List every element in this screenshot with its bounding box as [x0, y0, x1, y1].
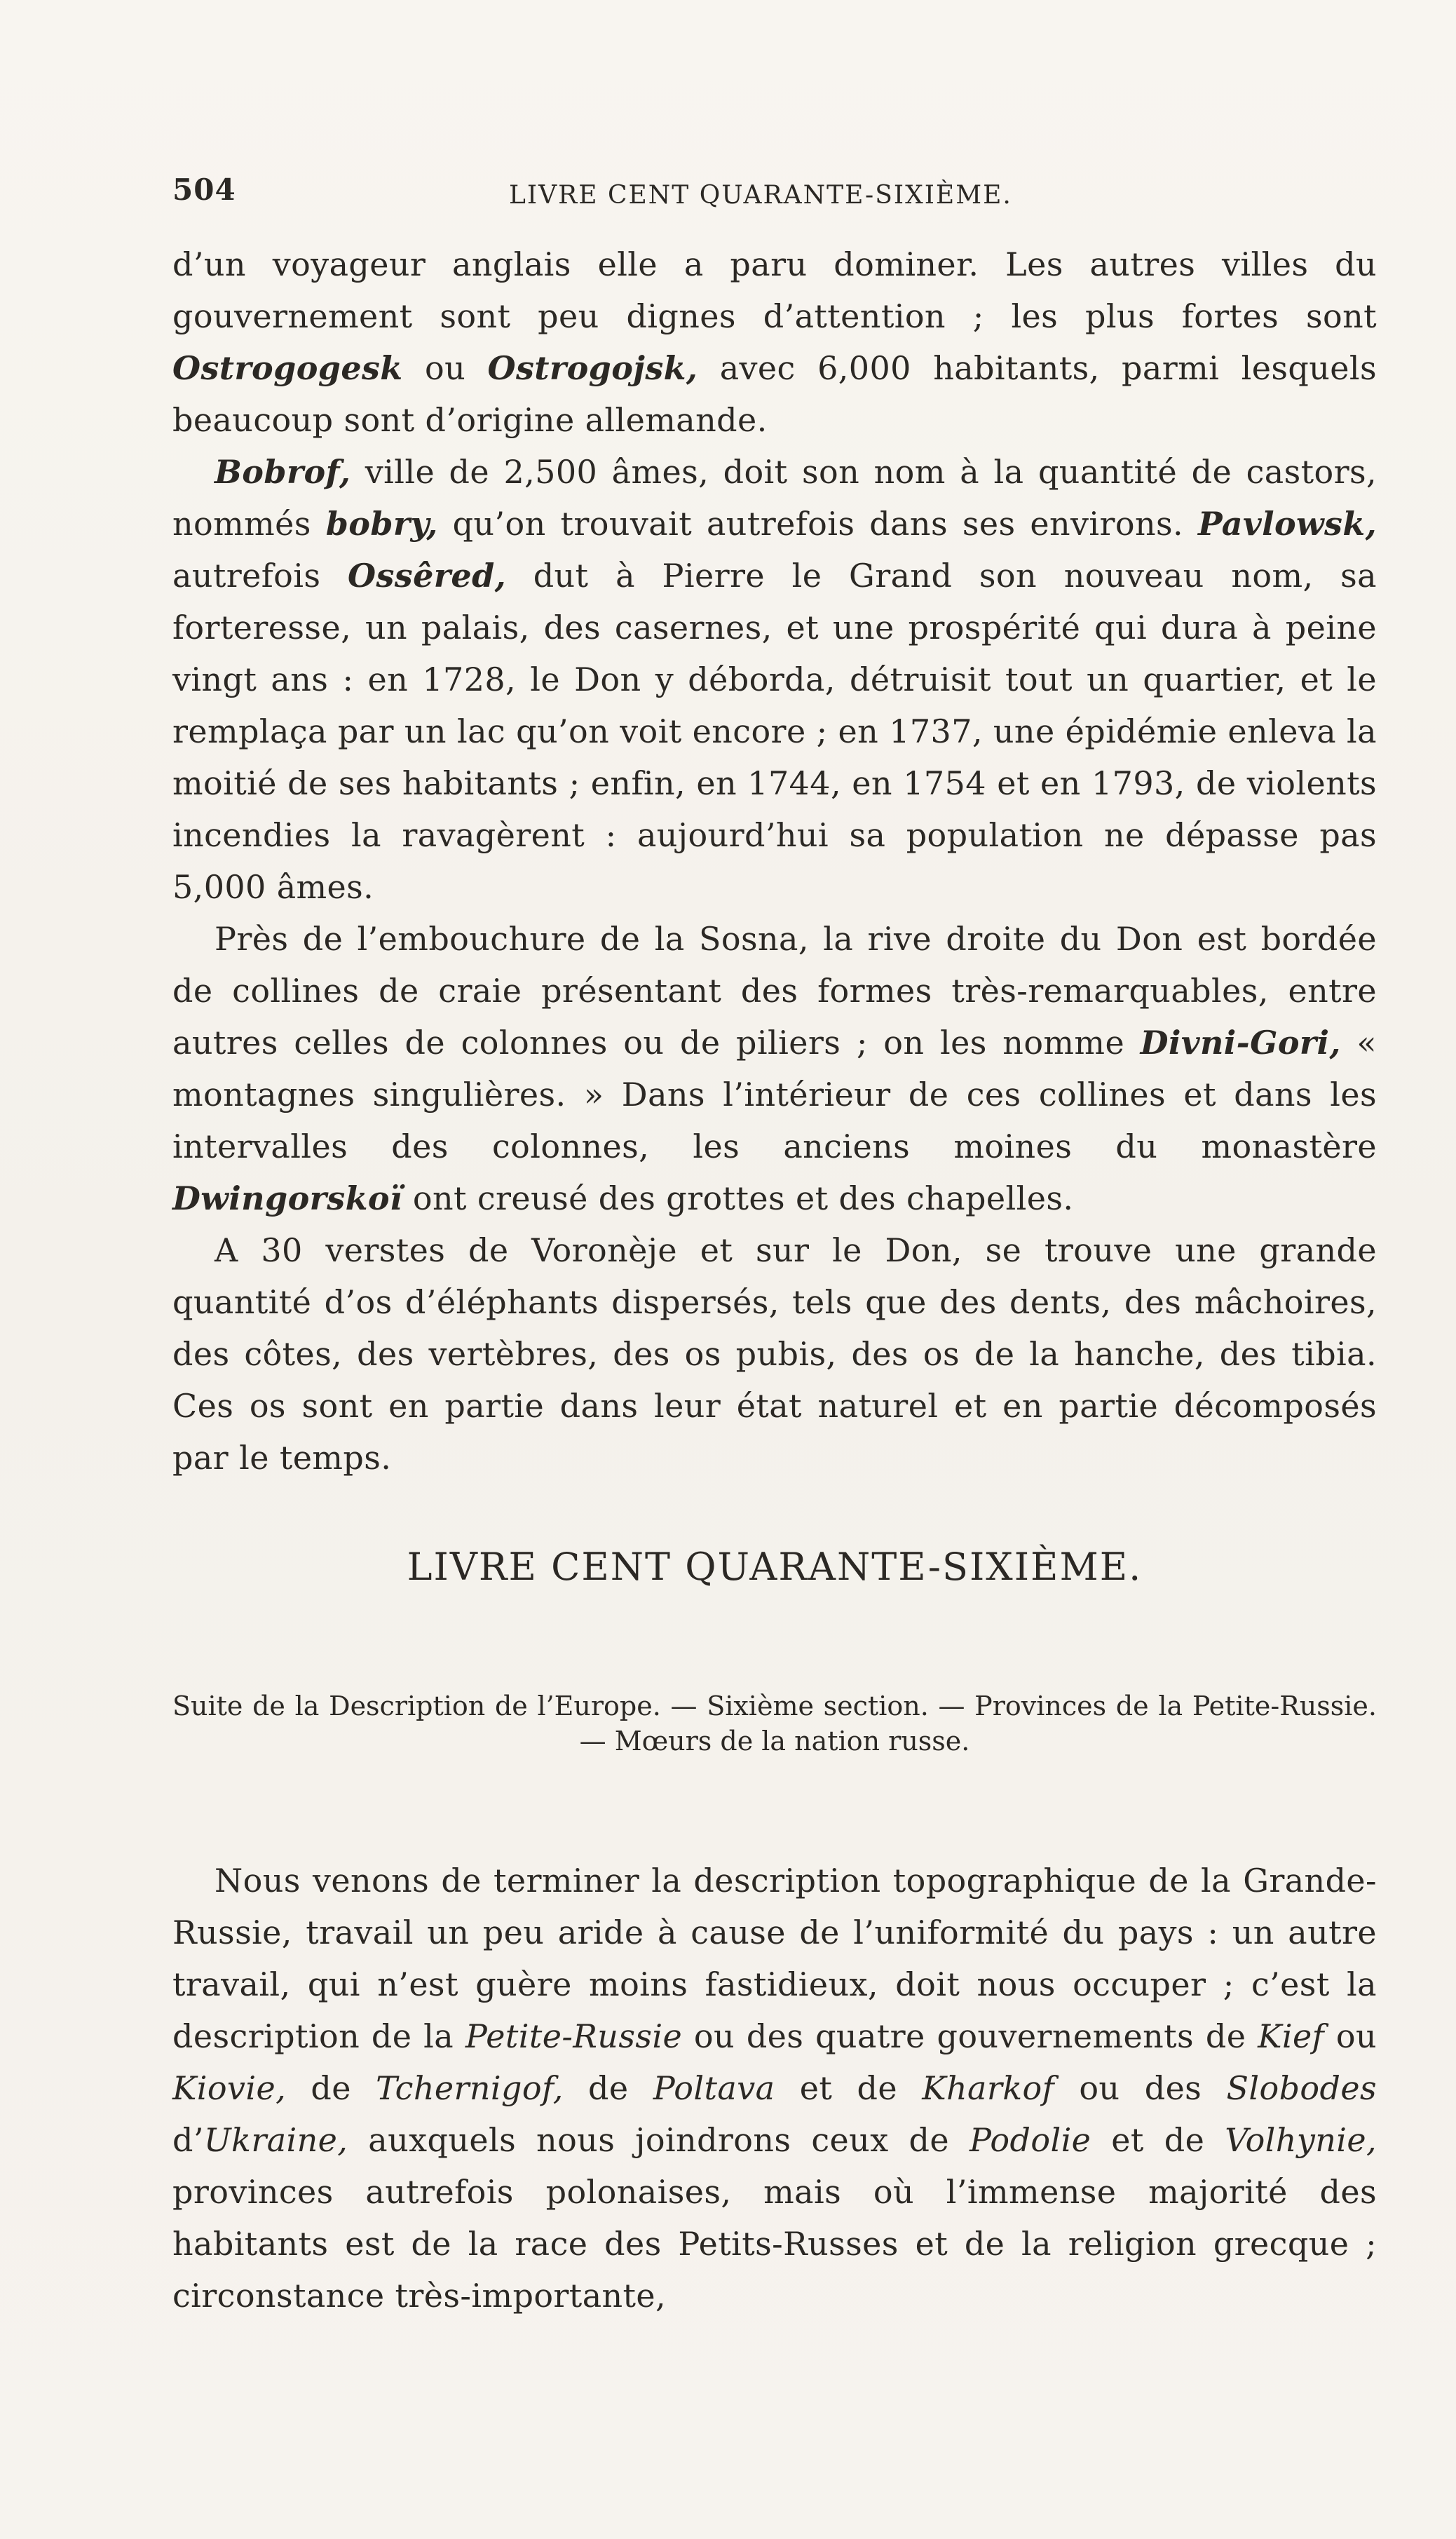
place-name: Dwingorskoï	[172, 1179, 402, 1217]
body-text-section-2	[172, 1855, 1377, 2322]
place-name: Tchernigof,	[376, 2069, 564, 2107]
place-name: Bobrof,	[215, 453, 351, 491]
place-name: Volhynie,	[1225, 2121, 1377, 2159]
place-name: Slobodes	[1226, 2069, 1377, 2107]
place-name: Ukraine,	[203, 2121, 348, 2159]
chapter-title: LIVRE CENT QUARANTE-SIXIÈME.	[407, 1545, 1143, 1589]
place-name: Pavlowsk,	[1197, 505, 1377, 543]
place-name: Kharkof	[922, 2069, 1055, 2107]
place-name: Kiovie,	[172, 2069, 287, 2107]
page-number: 504	[172, 172, 236, 207]
paragraph-4: A 30 verstes de Voronèje et sur le Don, se trouve une grande quantité d’os d’éléphants dispersés, tels que des dents, des mâchoires, des côtes, des vertèbres, des os pubis, des os de la hanche, des tibia. Ces os sont en partie dans leur état naturel et en partie décomposés par le temps.	[172, 1231, 1377, 1477]
place-name: Podolie	[969, 2121, 1091, 2159]
paragraph-3: Près de l’embouchure de la Sosna, la rive droite du Don est bordée de collines de craie présentant des formes très-remarquables, entre autres celles de colonnes ou de piliers ; on les nomme Divni-Gori, « montagnes singulières. » Dans l’intérieur de ces collines et dans les intervalles des colonnes, les anciens moines du monastère Dwingorskoï ont creusé des grottes et des chapelles.	[172, 920, 1377, 1217]
page-header	[172, 172, 1378, 217]
place-name: Kief	[1258, 2017, 1325, 2055]
paragraph-5: Nous venons de terminer la description topographique de la Grande-Russie, travail un peu aride à cause de l’uniformité du pays : un autre travail, qui n’est guère moins fastidieux, doit nous occuper ; c’est la description de la Petite-Russie ou des quatre gouvernements de Kief ou Kiovie, de Tchernigof, de Poltava et de Kharkof ou des Slobodes d’Ukraine, auxquels nous joindrons ceux de Podolie et de Volhynie, provinces autrefois polonaises, mais où l’immense majorité des habitants est de la race des Petits-Russes et de la religion grecque ; circonstance très-importante,	[172, 1862, 1377, 2315]
term: bobry,	[325, 505, 438, 543]
place-name: Petite-Russie	[465, 2017, 683, 2055]
running-head: LIVRE CENT QUARANTE-SIXIÈME.	[509, 181, 1012, 210]
chapter-summary: Suite de la Description de l’Europe. — Sixième section. — Provinces de la Petite-Russie. — Mœurs de la nation russe.	[172, 1691, 1377, 1756]
paragraph-2: Bobrof, ville de 2,500 âmes, doit son nom à la quantité de castors, nommés bobry, qu’on trouvait autrefois dans ses environs. Pavlowsk, autrefois Ossêred, dut à Pierre le Grand son nouveau nom, sa forteresse, un palais, des casernes, et une prospérité qui dura à peine vingt ans : en 1728, le Don y déborda, détruisit tout un quartier, et le remplaça par un lac qu’on voit encore ; en 1737, une épidémie enleva la moitié de ses habitants ; enfin, en 1744, en 1754 et en 1793, de violents incendies la ravagèrent : aujourd’hui sa population ne dépasse pas 5,000 âmes.	[172, 453, 1377, 906]
place-name: Poltava	[653, 2069, 775, 2107]
place-name: Ossêred,	[348, 557, 507, 595]
place-name: Ostrogogesk	[172, 349, 403, 387]
body-text-section-1	[172, 238, 1377, 1484]
place-name: Divni-Gori,	[1140, 1024, 1341, 1062]
paragraph-1: d’un voyageur anglais elle a paru dominer. Les autres villes du gouvernement sont peu dignes d’attention ; les plus fortes sont Ostrogogesk ou Ostrogojsk, avec 6,000 habitants, parmi lesquels beaucoup sont d’origine allemande.	[172, 245, 1377, 439]
place-name: Ostrogojsk,	[487, 349, 698, 387]
